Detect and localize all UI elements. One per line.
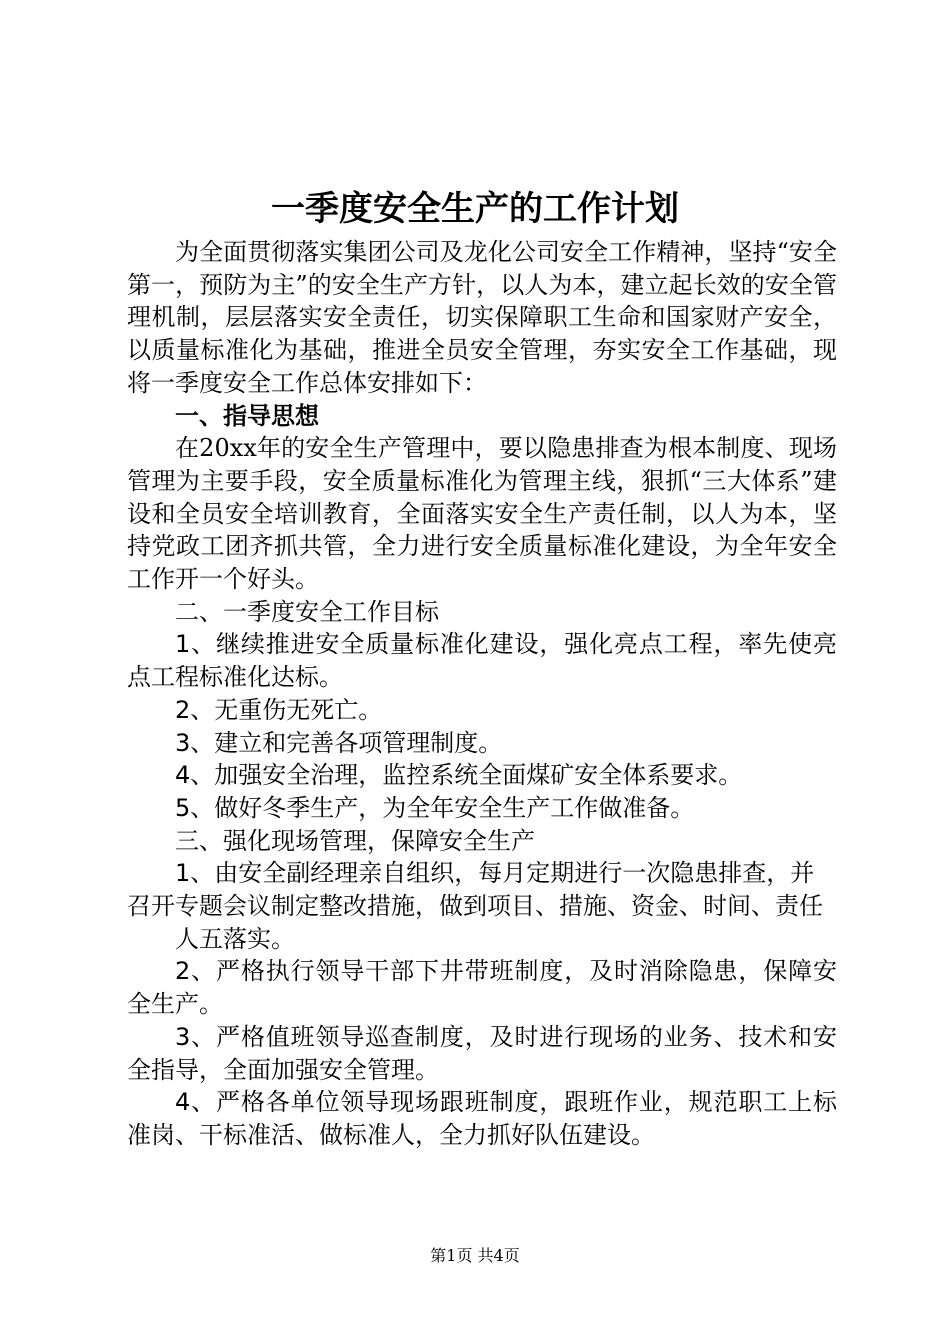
document-body	[127, 236, 837, 1152]
site-management-item-4: 4、严格各单位领导现场跟班制度，跟班作业，规范职工上标准岗、干标准活、做标准人，全力抓好队伍建设。	[127, 1088, 837, 1149]
goal-item-1: 1、继续推进安全质量标准化建设，强化亮点工程，率先使亮点工程标准化达标。	[127, 630, 837, 692]
section-heading-quarter-goals: 二、一季度安全工作目标	[175, 597, 439, 626]
section-heading-guiding-ideology: 一、指导思想	[175, 401, 319, 430]
site-management-item-1-continued: 人五落实。	[175, 924, 295, 953]
site-management-item-1: 1、由安全副经理亲自组织，每月定期进行一次隐患排查，并召开专题会议制定整改措施，做到项目、措施、资金、时间、责任	[127, 859, 823, 921]
site-management-item-2: 2、严格执行领导干部下井带班制度，及时消除隐患，保障安全生产。	[127, 957, 837, 1019]
intro-paragraph: 为全面贯彻落实集团公司及龙化公司安全工作精神，坚持“安全第一，预防为主”的安全生产方针，以人为本，建立起长效的安全管理机制，层层落实安全责任，切实保障职工生命和国家财产安全，以质量标准化为基础，推进全员安全管理，夯实安全工作基础，现将一季度安全工作总体安排如下：	[127, 238, 837, 397]
goal-item-5: 5、做好冬季生产，为全年安全生产工作做准备。	[175, 793, 695, 822]
site-management-item-3: 3、严格值班领导巡查制度，及时进行现场的业务、技术和安全指导，全面加强安全管理。	[127, 1022, 837, 1084]
goal-item-4: 4、加强安全治理，监控系统全面煤矿安全体系要求。	[175, 761, 743, 790]
goal-item-3: 3、建立和完善各项管理制度。	[175, 728, 503, 757]
guiding-ideology-paragraph: 在20xx年的安全生产管理中，要以隐患排查为根本制度、现场管理为主要手段，安全质量标准化为管理主线，狠抓“三大体系”建设和全员安全培训教育，全面落实安全生产责任制，以人为本，坚持党政工团齐抓共管，全力进行安全质量标准化建设，为全年安全工作开一个好头。	[127, 434, 837, 594]
document-title: 一季度安全生产的工作计划	[271, 189, 679, 229]
page-number-footer: 第1页 共4页	[430, 1246, 520, 1265]
goal-item-2: 2、无重伤无死亡。	[175, 695, 383, 724]
section-heading-site-management: 三、强化现场管理，保障安全生产	[175, 826, 535, 855]
